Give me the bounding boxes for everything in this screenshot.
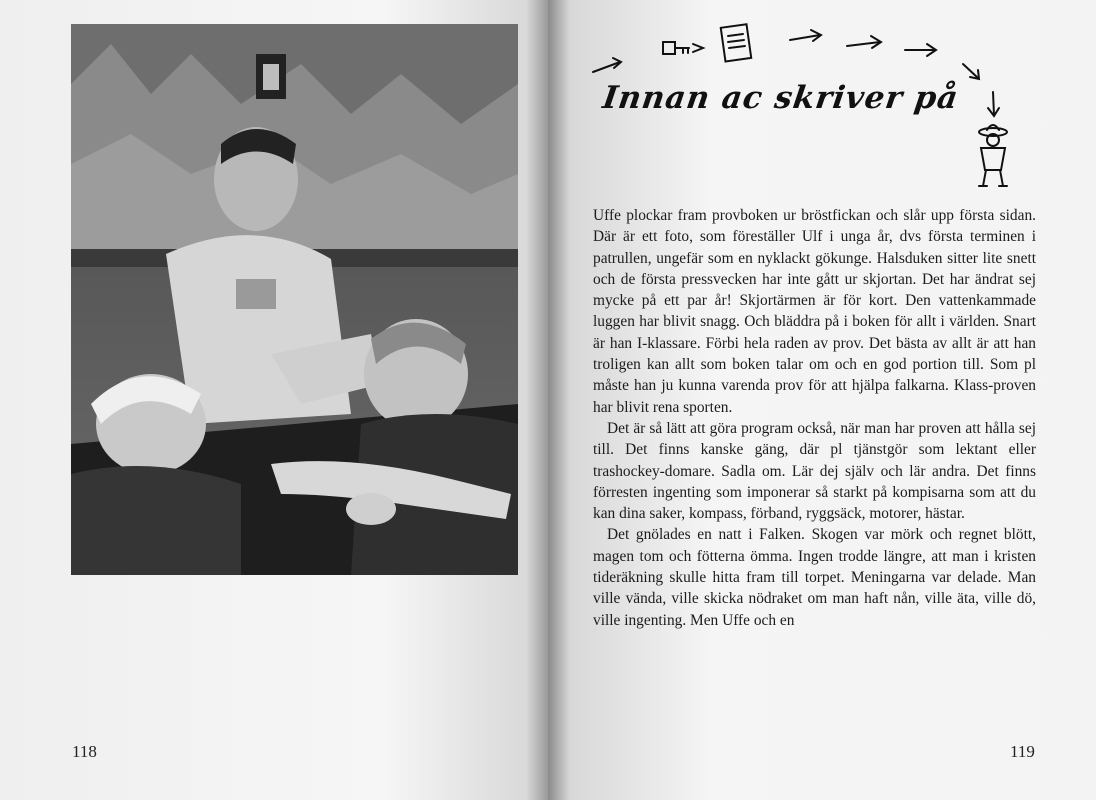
page-number-left: 118 <box>72 742 97 761</box>
paper-icon <box>721 24 751 61</box>
arrow-icon <box>963 64 979 79</box>
scouts-photo-image <box>71 24 518 575</box>
key-icon <box>663 42 703 54</box>
arrow-icon <box>905 44 936 56</box>
page-number-right: 119 <box>1010 742 1035 761</box>
arrow-icon <box>790 30 821 41</box>
paragraph: Det gnölades en natt i Falken. Skogen var mörk och regnet blött, magen tom och fötterna ömma. Ingen trodde längre, att man i kristen tideräkning skulle hitta fram till torpet. Meningarna var delade. Man ville vända, ville skicka nödraket om man haft nån, ville äta, ville dö, ville ingenting. Men Uffe och en <box>593 526 1036 629</box>
scout-figure-icon <box>979 125 1007 186</box>
chapter-heading: Innan ac skriver på <box>600 80 961 116</box>
arrow-icon <box>988 92 999 116</box>
paragraph: Det är så lätt att göra program också, när man har proven att hålla sej till. Det finns kanske gäng, där pl tjänstgör som lektant eller trashockey-domare. Sadla om. Lär dej själv och lär andra. Det finns förresten ingenting som imponerar så starkt på kompisarna som att du kan dina saker, kompass, förband, ryggsäck, motorer, hästar. <box>593 419 1036 523</box>
scouts-photo <box>71 24 518 575</box>
arrow-icon <box>847 36 881 48</box>
paragraph: Uffe plockar fram provboken ur bröstfickan och slår upp första sidan. Där är ett foto, som föreställer Ulf i unga år, dvs första terminen i patrullen, ungefär som en nyklackt gökunge. Halsduken sitter lite snett och de första pressvecken har inte gått ur skjortan. Det har ändrat sej mycke på ett par år! Skjortärmen är för kort. Den vattenkammade luggen har blivit snagg. Och bläddra på i boken för allt i världen. Snart är han I-klassare. Förbi hela raden av prov. Det bästa av allt är att han troligen kan allt som boken talar om och en god portion till. Som pl måste han ju kunna varenda prov för att hjälpa falkarna. Klass-proven har blivit rena sporten. <box>593 207 1036 416</box>
body-text <box>593 205 1036 631</box>
arrow-icon <box>593 58 621 72</box>
